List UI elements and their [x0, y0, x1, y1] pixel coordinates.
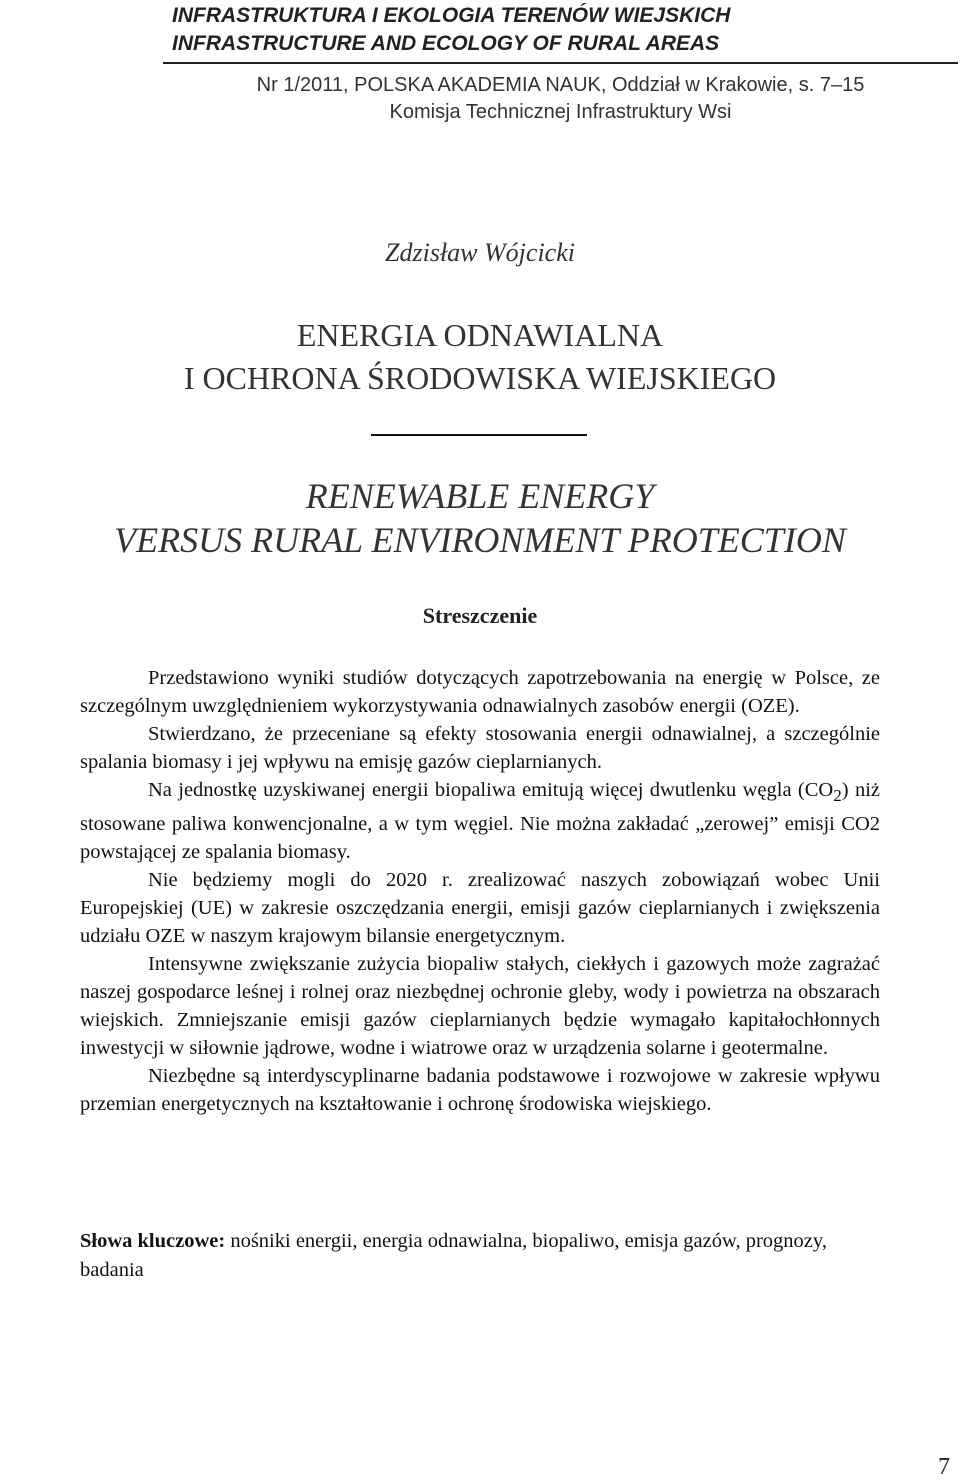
title-pl-line-1: ENERGIA ODNAWIALNA [296, 317, 664, 353]
abstract-paragraph: Przedstawiono wyniki studiów dotyczących zapotrzebowania na energię w Polsce, ze szczególnym uwzględnieniem wykorzystywania odnawialnych zasobów energii (OZE). [80, 667, 880, 717]
title-english [0, 474, 960, 562]
keywords [80, 1227, 880, 1285]
series-title-pl: INFRASTRUKTURA I EKOLOGIA TERENÓW WIEJSKICH [172, 4, 731, 27]
subscript: 2 [833, 786, 842, 806]
series-title-en: INFRASTRUCTURE AND ECOLOGY OF RURAL AREAS [172, 32, 720, 55]
abstract-paragraph: Stwierdzano, że przeceniane są efekty stosowania energii odnawialnej, a szczególnie spalania biomasy i jej wpływu na emisję gazów cieplarnianych. [80, 723, 880, 773]
author-name: Zdzisław Wójcicki [385, 238, 575, 267]
journal-series [172, 2, 872, 58]
issue-line: Nr 1/2011, POLSKA AKADEMIA NAUK, Oddział w Krakowie, s. 7–15 [256, 74, 865, 96]
title-polish [0, 314, 960, 400]
keywords-label: Słowa kluczowe: [80, 1230, 226, 1252]
title-divider [371, 434, 587, 436]
title-en-line-1: RENEWABLE ENERGY [305, 476, 655, 516]
keywords-text: nośniki energii, energia odnawialna, biopaliwo, emisja gazów, prognozy, badania [80, 1230, 827, 1281]
page-number: 7 [938, 1454, 950, 1480]
abstract-body [80, 664, 880, 1118]
paragraph-text: ) niż stosowane paliwa konwencjonalne, a w tym węgiel. Nie można zakładać „zerowej” emisji CO2 powstającej ze spalania biomasy. [80, 779, 881, 864]
abstract-paragraph: Intensywne zwiększanie zużycia biopaliw stałych, ciekłych i gazowych może zagrażać naszej gospodarce leśnej i rolnej oraz niezbędnej ochronie gleby, wody i powietrza na obszarach wiejskich. Zmniejszanie emisji gazów cieplarnianych będzie wymagało kapitałochłonnych inwestycji w siłownie jądrowe, wodne i wiatrowe oraz w urządzenia solarne i geotermalne. [80, 953, 880, 1060]
abstract-heading: Streszczenie [422, 603, 538, 628]
issue-info [163, 72, 958, 126]
header-divider [163, 62, 958, 64]
abstract-paragraph: Niezbędne są interdyscyplinarne badania podstawowe i rozwojowe w zakresie wpływu przemian energetycznych na kształtowanie i ochronę środowiska wiejskiego. [80, 1065, 880, 1116]
committee-line: Komisja Technicznej Infrastruktury Wsi [389, 101, 732, 123]
abstract-paragraph [80, 776, 880, 866]
abstract-paragraph: Nie będziemy mogli do 2020 r. zrealizować naszych zobowiązań wobec Unii Europejskiej (UE) w zakresie oszczędzania energii, emisji gazów cieplarnianych i zwiększenia udziału OZE w naszym krajowym bilansie energetycznym. [80, 869, 880, 948]
title-pl-line-2: I OCHRONA ŚRODOWISKA WIEJSKIEGO [183, 360, 777, 396]
title-en-line-2: VERSUS RURAL ENVIRONMENT PROTECTION [114, 520, 846, 560]
paragraph-text: Na jednostkę uzyskiwanej energii biopaliwa emitują więcej dwutlenku węgla (CO [148, 779, 834, 801]
